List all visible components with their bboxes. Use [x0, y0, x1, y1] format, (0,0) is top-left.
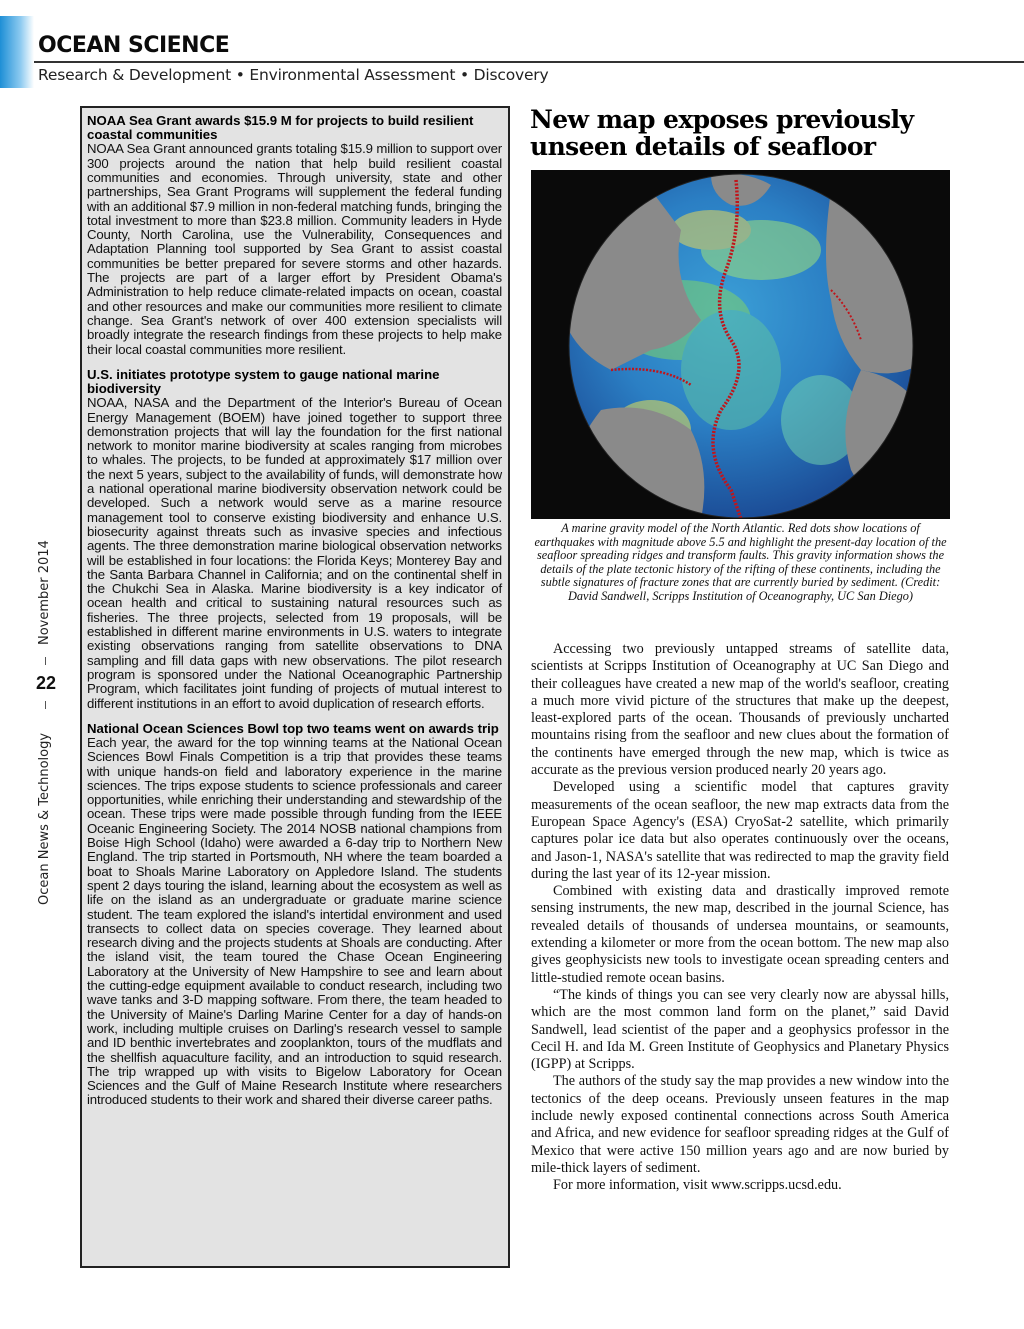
- news-item-body: Each year, the award for the top winning teams at the National Ocean Sciences Bowl Finals Competition is a trip that provides these teams with unique hands-on field and laboratory experience in the marine sciences. The trips expose students to science professionals and career opportunities, while enriching their understanding and stewardship of the ocean. These trips were made possible through funding from the IEEE Oceanic Engineering Society. The 2014 NOSB national champions from Boise High School (Idaho) were awarded a 6-day trip to Northern New England. The trip started in Portsmouth, NH where the team boarded a boat to Shoals Marine Laboratory on Appledore Island. The students spent 2 days touring the island, learning about the ecosystem as well as life on the island as an undergraduate or graduate marine science student. The team explored the island's intertidal environment and used transects to collect data on species coverage. They learned about research diving and the projects students at Shoals are conducting. After the island visit, the team toured the Chase Ocean Engineering Laboratory at the University of New Hampshire to see and learn about the cutting-edge equipment available to conduct research, including two wave tanks and 3-D mapping software. From there, the team headed to the University of Maine's Darling Marine Center for a day of hands-on work, including multiple cruises on Darling's research vessel to sample and ID benthic invertebrates and zooplankton, tours of the mudflats and the shellfish aquaculture facility, and an introduction to squid research. The trip wrapped up with visits to Bigelow Laboratory for Ocean Sciences and the Gulf of Maine Research Institute where researchers introduced students to their work and shared their diverse career paths.: [87, 735, 502, 1108]
- caption-text: A marine gravity model of the North Atlantic. Red dots show locations of earthquakes with magnitude above 5.5 and highlight the present-day location of the seafloor spreading ridges and transform faults. This gravity information shows the details of the plate tectonic history of the rifting of these continents, including the subtle signatures of fracture zones that are currently buried by sediment.: [534, 521, 947, 590]
- header-accent-bar: [0, 16, 34, 88]
- issue-date: November 2014: [37, 540, 52, 645]
- article-paragraph: Accessing two previously untapped streams of satellite data, scientists at Scripps Institution of Oceanography at UC San Diego and their colleagues have created a new map of the world's seafloor, creating a much more vivid picture of the structures that make up the deepest, least-explored parts of the ocean. Thousands of previously uncharted mountains rising from the seafloor and new clues about the formation of the continents have emerged through the new map, which is twice as accurate as the previous version produced nearly 20 years ago.: [531, 641, 949, 779]
- seafloor-gravity-map-image: [531, 170, 950, 519]
- news-item: [87, 368, 502, 711]
- news-item-title: National Ocean Sciences Bowl top two teams went on awards trip: [87, 720, 499, 736]
- news-item-body: NOAA Sea Grant announced grants totaling $15.9 million to support over 300 projects around the nation that help build resilient coastal communities and economies. Through university, state and other partnerships, Sea Grant Programs will supplement the federal funding with an additional $7.9 million in non-federal matching funds, bringing the total investment to more than $23.8 million. Community leaders in Hyde County, North Carolina, use the Vulnerability, Consequences and Adaptation Planning tool supported by Sea Grant to assist coastal communities be better prepared for severe storms and other hazards. The projects are part of a larger effort by President Obama's Administration to help reduce climate-related impacts on ocean, coastal and other resources and make our communities more resilient to climate change. Sea Grant's network of over 400 extension specialists will broadly integrate the research findings from these projects to help make their local coastal communities more resilient.: [87, 141, 502, 357]
- globe-illustration: [531, 170, 950, 519]
- article-paragraph: For more information, visit www.scripps.ucsd.edu.: [553, 1177, 842, 1194]
- news-briefs-box: [80, 106, 510, 1268]
- side-rail: [28, 510, 64, 910]
- news-item-title: U.S. initiates prototype system to gauge national marine biodiversity: [87, 366, 440, 397]
- rail-divider-top: [45, 657, 46, 665]
- article-paragraph: Developed using a scientific model that captures gravity measurements of the ocean seafloor, the new map extracts data from the European Space Agency's (ESA) CryoSat-2 satellite, which primarily captures polar ice data but also operates continuously over the oceans, and Jason-1, NASA's satellite that was redirected to map the gravity field during the last year of its 12-year mission.: [531, 779, 949, 882]
- news-item-title: NOAA Sea Grant awards $15.9 M for projects to build resilient coastal communities: [87, 113, 474, 143]
- news-item-body: NOAA, NASA and the Department of the Interior's Bureau of Ocean Energy Management (BOEM) have joined together to support three demonstration projects that will lay the foundation for the first national network to monitor marine biodiversity at scales ranging from microbes to whales. The projects, to be funded at approximately $17 million over the next 5 years, subject to the availability of funds, will demonstrate how a national operational marine biodiversity observation network could be developed. Such a network would serve as a marine resource management tool to conserve existing biodiversity and enhance U.S. biosecurity against threats such as invasive species and infectious agents. The three demonstration marine biological observation networks will be established in four locations: the Florida Keys; Monterey Bay and the Santa Barbara Channel in California; and on the continental shelf in the Chukchi Sea in Alaska. Marine biodiversity is a key indicator of ocean health and critical to sustaining natural resources such as fisheries. The three projects, selected from 19 proposals, will be established in different marine environments in U.S. waters to integrate existing observations ranging from satellite observations to DNA sampling and fill data gaps with new observations. The pilot research program is sponsored under the National Oceanographic Partnership Program, which facilitates joint funding of projects of mutual interest to different institutions in an effort to avoid duplication of research efforts.: [87, 395, 502, 711]
- header-rule: [34, 61, 1024, 63]
- caption-credit: (Credit: David Sandwell, Scripps Institution of Oceanography, UC San Diego): [568, 575, 941, 603]
- article-headline: New map exposes previously unseen details of seafloor: [530, 105, 914, 161]
- section-subtitle: Research & Development • Environmental Assessment • Discovery: [38, 66, 549, 84]
- article-paragraph: The authors of the study say the map provides a new window into the tectonics of the deep oceans. Previously unseen features in the map include newly exposed continental connections across South America and Africa, and new evidence for seafloor spreading ridges at the Gulf of Mexico that were active 150 million years ago and are now buried by mile-thick layers of sediment.: [531, 1073, 949, 1176]
- news-item: [87, 114, 502, 357]
- news-item: [87, 722, 502, 1108]
- rail-divider-bottom: [45, 701, 46, 709]
- article-paragraph: Combined with existing data and drastically improved remote sensing instruments, the new map, described in the journal Science, has revealed details of thousands of undersea mountains, or seamounts, extending a kilometer or more from the ocean bottom. The new map also gives geophysicists new tools to investigate ocean spreading centers and little-studied remote ocean basins.: [531, 883, 949, 986]
- figure-caption: [531, 522, 950, 604]
- section-title: OCEAN SCIENCE: [38, 33, 230, 58]
- publication-name: Ocean News & Technology: [37, 732, 52, 905]
- article-body: [531, 641, 949, 1195]
- article-paragraph: “The kinds of things you can see very clearly now are abyssal hills, which are the most common land form on the planet,” said David Sandwell, lead scientist of the paper and a geophysics professor in the Cecil H. and Ida M. Green Institute of Geophysics and Planetary Physics (IGPP) at Scripps.: [531, 986, 949, 1073]
- page-number: 22: [36, 673, 57, 693]
